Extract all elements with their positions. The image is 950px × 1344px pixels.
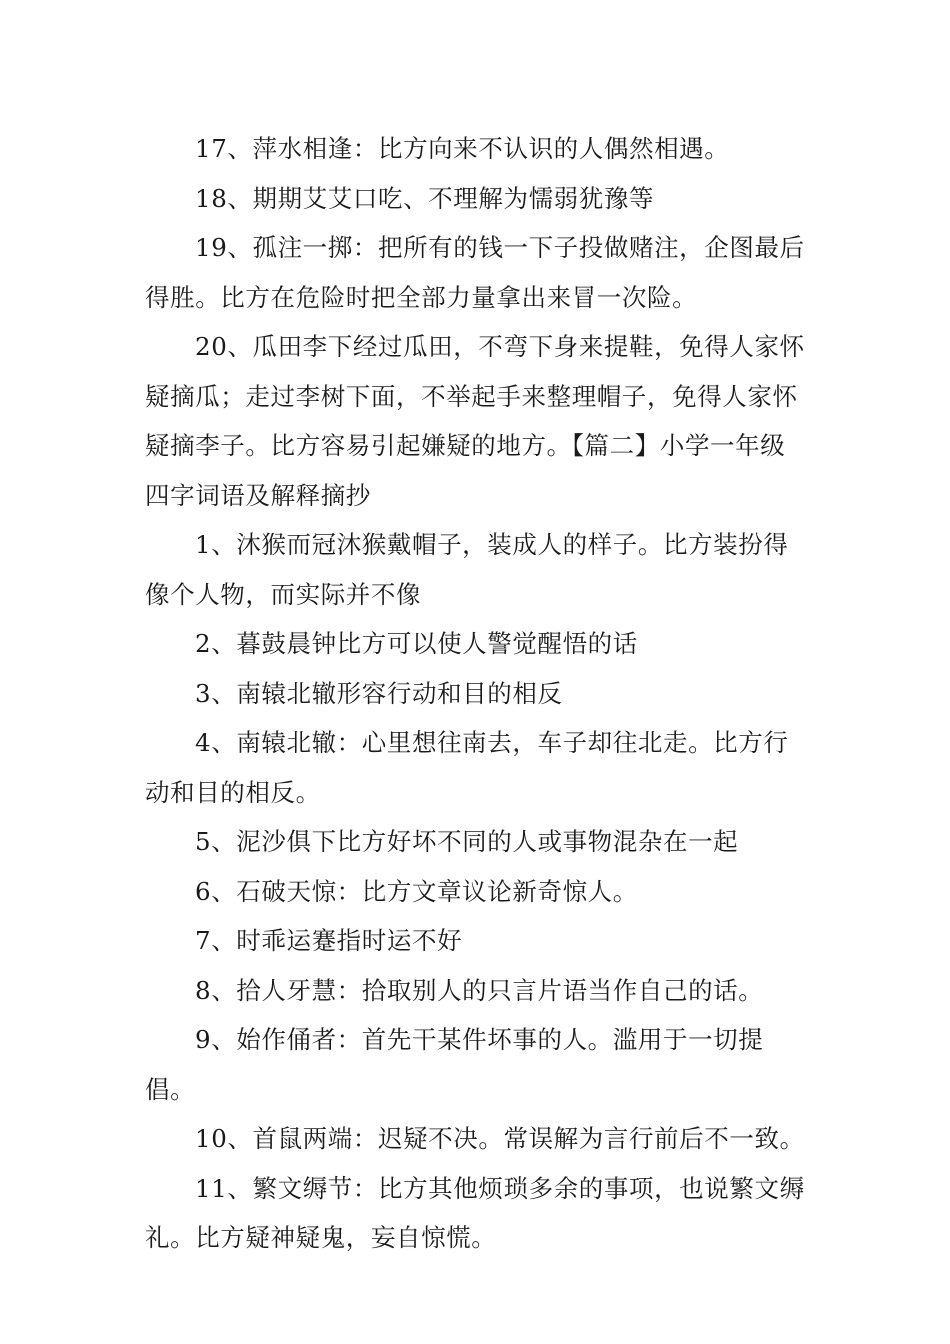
paragraph-10: 10、首鼠两端：迟疑不决。常误解为言行前后不一致。 <box>195 1124 805 1153</box>
paragraph-7: 7、时乖运蹇指时运不好 <box>195 926 463 955</box>
paragraph-8: 8、拾人牙慧：拾取别人的只言片语当作自己的话。 <box>195 975 764 1005</box>
paragraph-4: 4、南辕北辙：心里想往南去，车子却往北走。比方行动和目的相反。 <box>145 728 789 807</box>
paragraph-19: 19、孤注一掷：把所有的钱一下子投做赌注，企图最后得胜。比方在危险时把全部力量拿出来冒一次险。 <box>145 233 805 312</box>
paragraph-9: 9、始作俑者：首先干某件坏事的人。滥用于一切提倡。 <box>145 1025 764 1104</box>
paragraph-1: 1、沐猴而冠沐猴戴帽子，装成人的样子。比方装扮得像个人物，而实际并不像 <box>145 530 789 609</box>
paragraph-3: 3、南辕北辙形容行动和目的相反 <box>195 678 563 708</box>
paragraph-5: 5、泥沙俱下比方好坏不同的人或事物混杂在一起 <box>195 827 739 856</box>
paragraph-18: 18、期期艾艾口吃、不理解为懦弱犹豫等 <box>195 183 655 213</box>
document-body <box>145 124 810 1263</box>
paragraph-6: 6、石破天惊：比方文章议论新奇惊人。 <box>195 876 638 906</box>
paragraph-2: 2、暮鼓晨钟比方可以使人警觉醒悟的话 <box>195 629 638 658</box>
paragraph-20: 20、瓜田李下经过瓜田，不弯下身来提鞋，免得人家怀疑摘瓜；走过李树下面，不举起手来整理帽子，免得人家怀疑摘李子。比方容易引起嫌疑的地方。【篇二】小学一年级四字词语及解释摘抄 <box>145 332 805 510</box>
paragraph-17: 17、萍水相逢：比方向来不认识的人偶然相遇。 <box>195 134 730 163</box>
paragraph-11: 11、繁文缛节：比方其他烦琐多余的事项，也说繁文缛礼。比方疑神疑鬼，妄自惊慌。 <box>145 1173 805 1252</box>
